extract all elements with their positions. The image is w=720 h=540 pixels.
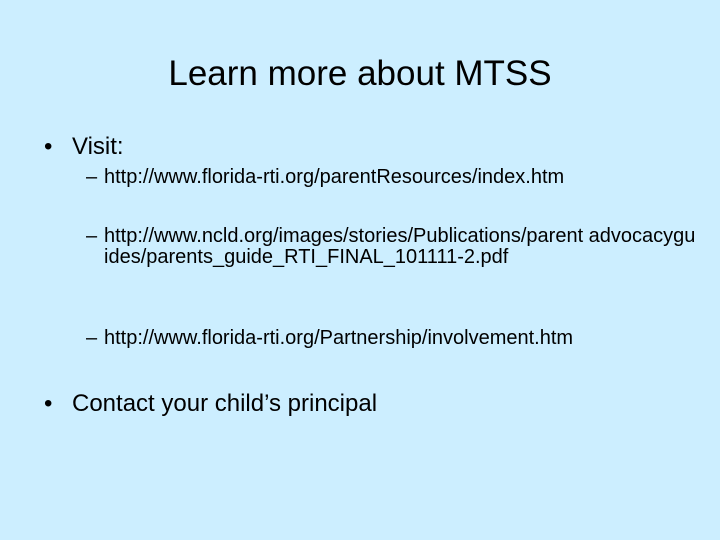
link-florida-partnership[interactable]: http://www.florida-rti.org/Partnership/involvement.htm (104, 327, 574, 349)
bullet-marker: • (44, 133, 53, 160)
link-item-florida-parent-resources (86, 167, 696, 188)
link-item-florida-partnership (86, 328, 696, 349)
link-item-ncld-parents-guide (86, 226, 696, 268)
bullet-visit (44, 132, 124, 162)
bullet-marker: • (44, 390, 53, 417)
sub-bullet-marker: – (86, 327, 98, 349)
visit-label: Visit: (72, 133, 124, 160)
bullet-contact (44, 389, 377, 419)
link-florida-parent-resources[interactable]: http://www.florida-rti.org/parentResources/index.htm (104, 166, 565, 188)
sub-bullet-marker: – (86, 166, 98, 188)
sub-bullet-marker: – (86, 225, 98, 247)
slide-title: Learn more about MTSS (168, 54, 552, 93)
contact-label: Contact your child’s principal (72, 390, 378, 417)
link-ncld-parents-guide[interactable]: http://www.ncld.org/images/stories/Publications/parent advocacyguides/parents_guide_RTI_FINAL_101111-2.pdf (104, 225, 696, 268)
